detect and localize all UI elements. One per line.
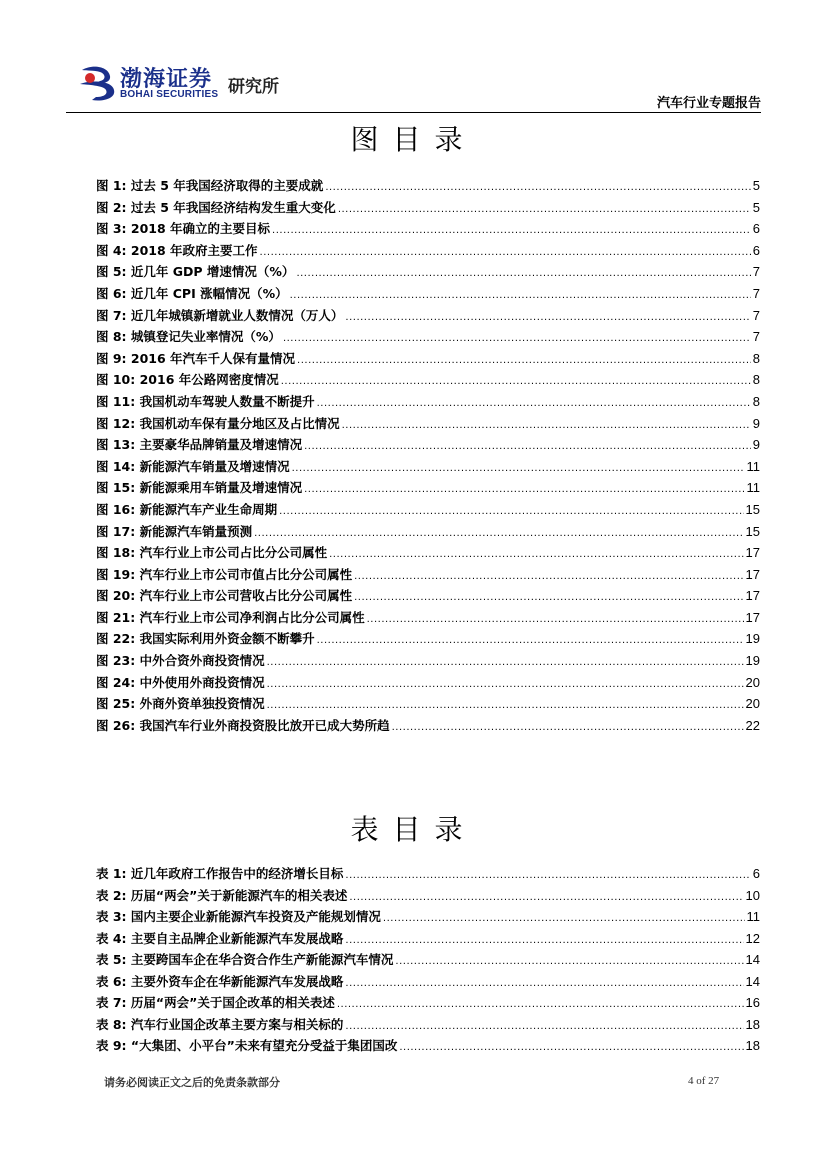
toc-entry-page: 7 <box>752 285 760 301</box>
figure-toc-entry[interactable] <box>96 349 760 371</box>
toc-entry-label: 图 14: 新能源汽车销量及增速情况 <box>96 458 290 474</box>
toc-entry-page: 16 <box>745 995 760 1010</box>
institute-label: 研究所 <box>228 77 279 97</box>
toc-entry-label: 表 1: 近几年政府工作报告中的经济增长目标 <box>96 866 344 881</box>
toc-entry-page: 19 <box>745 653 760 669</box>
toc-entry-page: 6 <box>752 242 760 258</box>
toc-entry-page: 7 <box>752 307 760 323</box>
toc-entry-label: 图 12: 我国机动车保有量分地区及占比情况 <box>96 415 340 431</box>
figure-toc-entry[interactable] <box>96 651 760 673</box>
figure-toc-entry[interactable] <box>96 457 760 479</box>
figure-toc-entry[interactable] <box>96 673 760 695</box>
table-toc-entry[interactable] <box>96 864 760 886</box>
table-toc-entry[interactable] <box>96 1036 760 1058</box>
toc-entry-label: 表 7: 历届“两会”关于国企改革的相关表述 <box>96 995 335 1010</box>
toc-entry-label: 图 21: 汽车行业上市公司净利润占比分公司属性 <box>96 609 365 625</box>
dot-leader <box>338 204 751 215</box>
dot-leader <box>272 225 751 236</box>
toc-entry-label: 图 19: 汽车行业上市公司市值占比分公司属性 <box>96 566 353 582</box>
dot-leader <box>283 333 751 344</box>
toc-entry-page: 17 <box>745 566 760 582</box>
dot-leader <box>345 978 743 989</box>
dot-leader <box>337 999 744 1010</box>
toc-entry-label: 表 9: “大集团、小平台”未来有望充分受益于集团国改 <box>96 1038 398 1053</box>
toc-entry-page: 8 <box>752 393 760 409</box>
logo-english-name: BOHAI SECURITIES <box>120 89 219 100</box>
toc-entry-label: 图 20: 汽车行业上市公司营收占比分公司属性 <box>96 588 353 604</box>
toc-entry-label: 图 4: 2018 年政府主要工作 <box>96 242 258 258</box>
toc-entry-page: 15 <box>745 523 760 539</box>
logo-chinese-name: 渤海证券 <box>120 66 213 92</box>
toc-entry-page: 8 <box>752 372 760 388</box>
toc-entry-page: 10 <box>745 887 760 903</box>
figure-toc-entry[interactable] <box>96 262 760 284</box>
toc-entry-page: 18 <box>745 1016 760 1032</box>
dot-leader <box>342 420 751 431</box>
toc-entry-page: 7 <box>752 264 760 280</box>
table-toc-entry[interactable] <box>96 993 760 1015</box>
figure-toc-entry[interactable] <box>96 392 760 414</box>
report-type: 汽车行业专题报告 <box>656 96 761 111</box>
toc-entry-page: 18 <box>745 1038 760 1053</box>
dot-leader <box>260 247 751 258</box>
toc-entry-label: 表 6: 主要外资车企在华新能源汽车发展战略 <box>96 973 344 989</box>
figure-toc-entry[interactable] <box>96 370 760 392</box>
dot-leader <box>354 571 743 582</box>
toc-entry-page: 14 <box>745 973 760 989</box>
figure-toc-entry[interactable] <box>96 629 760 651</box>
figure-toc-entry[interactable] <box>96 414 760 436</box>
figure-toc-entry[interactable] <box>96 586 760 608</box>
dot-leader <box>279 506 743 517</box>
toc-entry-label: 图 8: 城镇登记失业率情况（%） <box>96 329 281 345</box>
tables-toc-list <box>96 864 760 1058</box>
toc-entry-label: 表 3: 国内主要企业新能源汽车投资及产能规划情况 <box>96 909 381 924</box>
figure-toc-entry[interactable] <box>96 522 760 544</box>
dot-leader <box>254 528 743 539</box>
toc-entry-page: 12 <box>745 930 760 946</box>
dot-leader <box>325 182 750 193</box>
figure-toc-entry[interactable] <box>96 198 760 220</box>
toc-entry-page: 9 <box>752 437 760 453</box>
figures-toc-title: 图目录 <box>350 123 477 156</box>
figure-toc-entry[interactable] <box>96 176 760 198</box>
bohai-securities-logo <box>78 62 288 106</box>
dot-leader <box>304 441 751 452</box>
bohai-logo-icon <box>78 62 120 104</box>
toc-entry-page: 8 <box>752 350 760 366</box>
tables-toc-title: 表目录 <box>350 813 477 846</box>
toc-entry-label: 图 13: 主要豪华品牌销量及增速情况 <box>96 437 303 453</box>
dot-leader <box>345 870 750 881</box>
disclaimer-note: 请务必阅读正文之后的免责条款部分 <box>104 1076 280 1089</box>
toc-entry-label: 图 10: 2016 年公路网密度情况 <box>96 372 279 388</box>
page-number: 4 of 27 <box>688 1075 720 1087</box>
toc-entry-label: 图 25: 外商外资单独投资情况 <box>96 696 265 712</box>
dot-leader <box>383 913 745 924</box>
toc-entry-page: 11 <box>746 480 760 496</box>
toc-entry-label: 图 6: 近几年 CPI 涨幅情况（%） <box>96 285 288 301</box>
toc-entry-page: 20 <box>745 674 760 690</box>
dot-leader <box>329 549 743 560</box>
toc-entry-page: 6 <box>752 221 760 237</box>
dot-leader <box>297 355 751 366</box>
toc-entry-page: 17 <box>745 609 760 625</box>
figure-toc-entry[interactable] <box>96 716 760 738</box>
toc-entry-label: 图 26: 我国汽车行业外商投资股比放开已成大势所趋 <box>96 717 390 733</box>
toc-entry-page: 5 <box>752 178 760 193</box>
toc-entry-label: 图 11: 我国机动车驾驶人数量不断提升 <box>96 393 315 409</box>
toc-entry-page: 11 <box>746 909 760 924</box>
dot-leader <box>317 398 751 409</box>
toc-entry-label: 图 2: 过去 5 年我国经济结构发生重大变化 <box>96 199 336 215</box>
table-toc-entry[interactable] <box>96 929 760 951</box>
dot-leader <box>395 956 743 967</box>
figure-toc-entry[interactable] <box>96 500 760 522</box>
dot-leader <box>296 268 750 279</box>
toc-entry-page: 7 <box>752 329 760 345</box>
toc-entry-page: 5 <box>752 199 760 215</box>
dot-leader <box>281 376 751 387</box>
dot-leader <box>267 657 744 668</box>
dot-leader <box>292 463 745 474</box>
figure-toc-entry[interactable] <box>96 284 760 306</box>
dot-leader <box>345 312 750 323</box>
toc-entry-page: 17 <box>745 588 760 604</box>
figure-toc-entry[interactable] <box>96 219 760 241</box>
figure-toc-entry[interactable] <box>96 543 760 565</box>
toc-entry-label: 图 23: 中外合资外商投资情况 <box>96 653 265 669</box>
figure-toc-entry[interactable] <box>96 306 760 328</box>
toc-entry-page: 17 <box>745 545 760 561</box>
figure-toc-entry[interactable] <box>96 435 760 457</box>
figure-toc-entry[interactable] <box>96 565 760 587</box>
header-divider <box>66 112 761 113</box>
dot-leader <box>345 1021 743 1032</box>
toc-entry-label: 图 5: 近几年 GDP 增速情况（%） <box>96 264 295 280</box>
toc-entry-label: 图 16: 新能源汽车产业生命周期 <box>96 501 278 517</box>
toc-entry-page: 9 <box>752 415 760 431</box>
dot-leader <box>345 935 743 946</box>
toc-entry-page: 19 <box>745 631 760 647</box>
toc-entry-label: 图 15: 新能源乘用车销量及增速情况 <box>96 480 303 496</box>
dot-leader <box>349 892 743 903</box>
toc-entry-page: 11 <box>746 458 760 474</box>
toc-entry-label: 图 18: 汽车行业上市公司占比分公司属性 <box>96 545 328 561</box>
toc-entry-label: 图 3: 2018 年确立的主要目标 <box>96 221 271 237</box>
figure-toc-entry[interactable] <box>96 241 760 263</box>
toc-entry-page: 6 <box>752 866 760 881</box>
dot-leader <box>367 614 744 625</box>
dot-leader <box>392 722 744 733</box>
dot-leader <box>290 290 751 301</box>
toc-entry-label: 图 9: 2016 年汽车千人保有量情况 <box>96 350 296 366</box>
toc-entry-label: 图 22: 我国实际利用外资金额不断攀升 <box>96 631 315 647</box>
toc-entry-page: 22 <box>745 717 760 733</box>
dot-leader <box>354 592 743 603</box>
figure-toc-entry[interactable] <box>96 327 760 349</box>
toc-entry-label: 图 17: 新能源汽车销量预测 <box>96 523 253 539</box>
toc-entry-label: 图 7: 近几年城镇新增就业人数情况（万人） <box>96 307 344 323</box>
toc-entry-label: 表 5: 主要跨国车企在华合资合作生产新能源汽车情况 <box>96 952 394 967</box>
toc-entry-label: 表 4: 主要自主品牌企业新能源汽车发展战略 <box>96 930 344 946</box>
toc-entry-label: 表 8: 汽车行业国企改革主要方案与相关标的 <box>96 1016 344 1032</box>
dot-leader <box>399 1042 743 1053</box>
figure-toc-entry[interactable] <box>96 478 760 500</box>
dot-leader <box>267 700 744 711</box>
table-toc-entry[interactable] <box>96 886 760 908</box>
figures-toc-list <box>96 176 760 737</box>
dot-leader <box>304 484 744 495</box>
table-toc-entry[interactable] <box>96 950 760 972</box>
figure-toc-entry[interactable] <box>96 694 760 716</box>
table-toc-entry[interactable] <box>96 972 760 994</box>
table-toc-entry[interactable] <box>96 1015 760 1037</box>
dot-leader <box>317 635 744 646</box>
dot-leader <box>267 679 744 690</box>
toc-entry-label: 表 2: 历届“两会”关于新能源汽车的相关表述 <box>96 887 348 903</box>
toc-entry-label: 图 24: 中外使用外商投资情况 <box>96 674 265 690</box>
toc-entry-page: 14 <box>745 952 760 967</box>
toc-entry-page: 15 <box>745 501 760 517</box>
toc-entry-label: 图 1: 过去 5 年我国经济取得的主要成就 <box>96 178 324 193</box>
page-header <box>0 0 827 120</box>
toc-entry-page: 20 <box>745 696 760 712</box>
table-toc-entry[interactable] <box>96 907 760 929</box>
figure-toc-entry[interactable] <box>96 608 760 630</box>
